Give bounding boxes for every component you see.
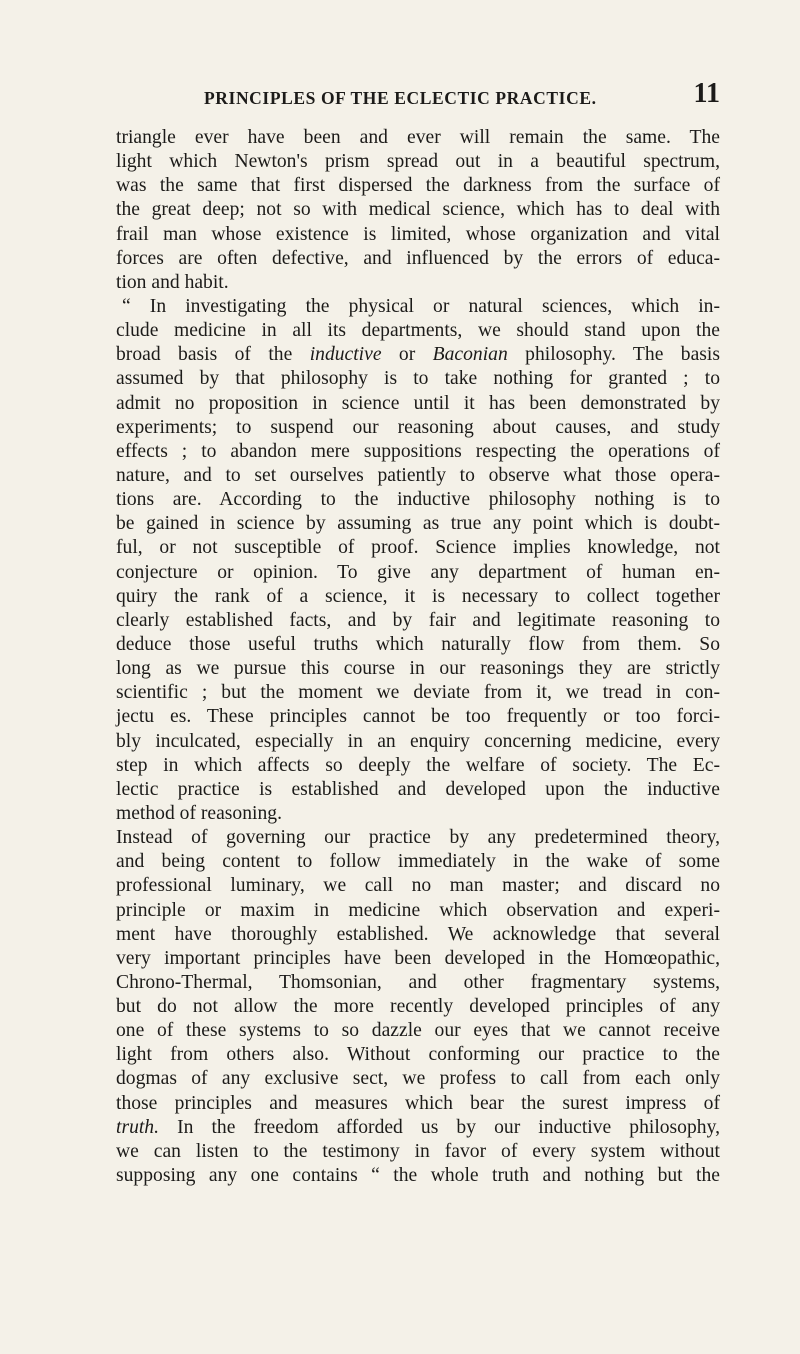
text-line: step in which affects so deeply the welfare of society. The Ec- <box>116 754 720 776</box>
text-line: Chrono-Thermal, Thomsonian, and other fragmentary systems, <box>116 971 720 993</box>
text-line: and being content to follow immediately in the wake of some <box>116 851 720 873</box>
text-line: admit no proposition in science until it has been demonstrated by <box>116 392 720 414</box>
text-line: experiments; to suspend our reasoning about causes, and study <box>116 416 720 438</box>
text-line: supposing any one contains “ the whole truth and nothing but the <box>116 1165 720 1187</box>
text-line: one of these systems to so dazzle our eyes that we cannot receive <box>116 1020 720 1042</box>
text-line: principle or maxim in medicine which observation and experi- <box>116 899 720 921</box>
page-number: 11 <box>693 78 720 109</box>
text-run: In the freedom afforded us by our inductive philosophy, <box>159 1116 720 1138</box>
text-line: tions are. According to the inductive philosophy nothing is to <box>116 489 720 511</box>
text-line: deduce those useful truths which naturally flow from them. So <box>116 633 720 655</box>
italic-text: Baconian <box>432 344 508 366</box>
text-run: philosophy. The basis <box>507 344 720 366</box>
text-line: light which Newton's prism spread out in a beautiful spectrum, <box>116 151 720 173</box>
text-line: long as we pursue this course in our reasonings they are strictly <box>116 658 720 680</box>
text-line: lectic practice is established and developed upon the inductive <box>116 778 720 800</box>
text-line: assumed by that philosophy is to take nothing for granted ; to <box>116 368 720 390</box>
text-line: ment have thoroughly established. We acknowledge that several <box>116 923 720 945</box>
text-line: dogmas of any exclusive sect, we profess to call from each only <box>116 1068 720 1090</box>
text-line <box>116 343 720 367</box>
text-line: clearly established facts, and by fair and legitimate reasoning to <box>116 609 720 631</box>
running-head <box>204 78 720 114</box>
text-run: or <box>381 344 433 366</box>
text-line: forces are often defective, and influenced by the errors of educa- <box>116 247 720 269</box>
text-line: was the same that first dispersed the darkness from the surface of <box>116 175 720 197</box>
text-line: be gained in science by assuming as true any point which is doubt- <box>116 513 720 535</box>
italic-text: truth. <box>116 1116 160 1138</box>
text-line: method of reasoning. <box>116 802 282 824</box>
text-line: effects ; to abandon mere suppositions respecting the operations of <box>116 440 720 462</box>
text-line: frail man whose existence is limited, whose organization and vital <box>116 223 720 245</box>
text-line: those principles and measures which bear the surest impress of <box>116 1092 720 1114</box>
text-line: ful, or not susceptible of proof. Science implies knowledge, not <box>116 537 720 559</box>
text-line <box>116 1116 720 1140</box>
text-line: bly inculcated, especially in an enquiry concerning medicine, every <box>116 730 720 752</box>
text-line: tion and habit. <box>116 271 229 293</box>
text-line: light from others also. Without conforming our practice to the <box>116 1044 720 1066</box>
text-line: the great deep; not so with medical science, which has to deal with <box>116 199 720 221</box>
text-line: professional luminary, we call no man master; and discard no <box>116 875 720 897</box>
text-line: scientific ; but the moment we deviate from it, we tread in con- <box>116 682 720 704</box>
italic-text: inductive <box>309 344 382 366</box>
text-line: Instead of governing our practice by any predetermined theory, <box>116 827 720 849</box>
text-line: very important principles have been developed in the Homœopathic, <box>116 947 720 969</box>
text-run: broad basis of the <box>116 344 310 366</box>
text-line: “ In investigating the physical or natural sciences, which in- <box>122 295 720 317</box>
body-text <box>116 126 720 1188</box>
text-line: triangle ever have been and ever will remain the same. The <box>116 127 720 148</box>
text-line: quiry the rank of a science, it is necessary to collect together <box>116 585 720 607</box>
text-line: but do not allow the more recently developed principles of any <box>116 996 720 1018</box>
text-line: conjecture or opinion. To give any department of human en- <box>116 561 720 583</box>
text-line: we can listen to the testimony in favor of every system without <box>116 1140 720 1162</box>
text-line: clude medicine in all its departments, we should stand upon the <box>116 320 720 342</box>
text-line: nature, and to set ourselves patiently to observe what those opera- <box>116 464 720 486</box>
running-title: PRINCIPLES OF THE ECLECTIC PRACTICE. <box>204 88 597 108</box>
text-line: jectu es. These principles cannot be too frequently or too forci- <box>116 706 720 728</box>
